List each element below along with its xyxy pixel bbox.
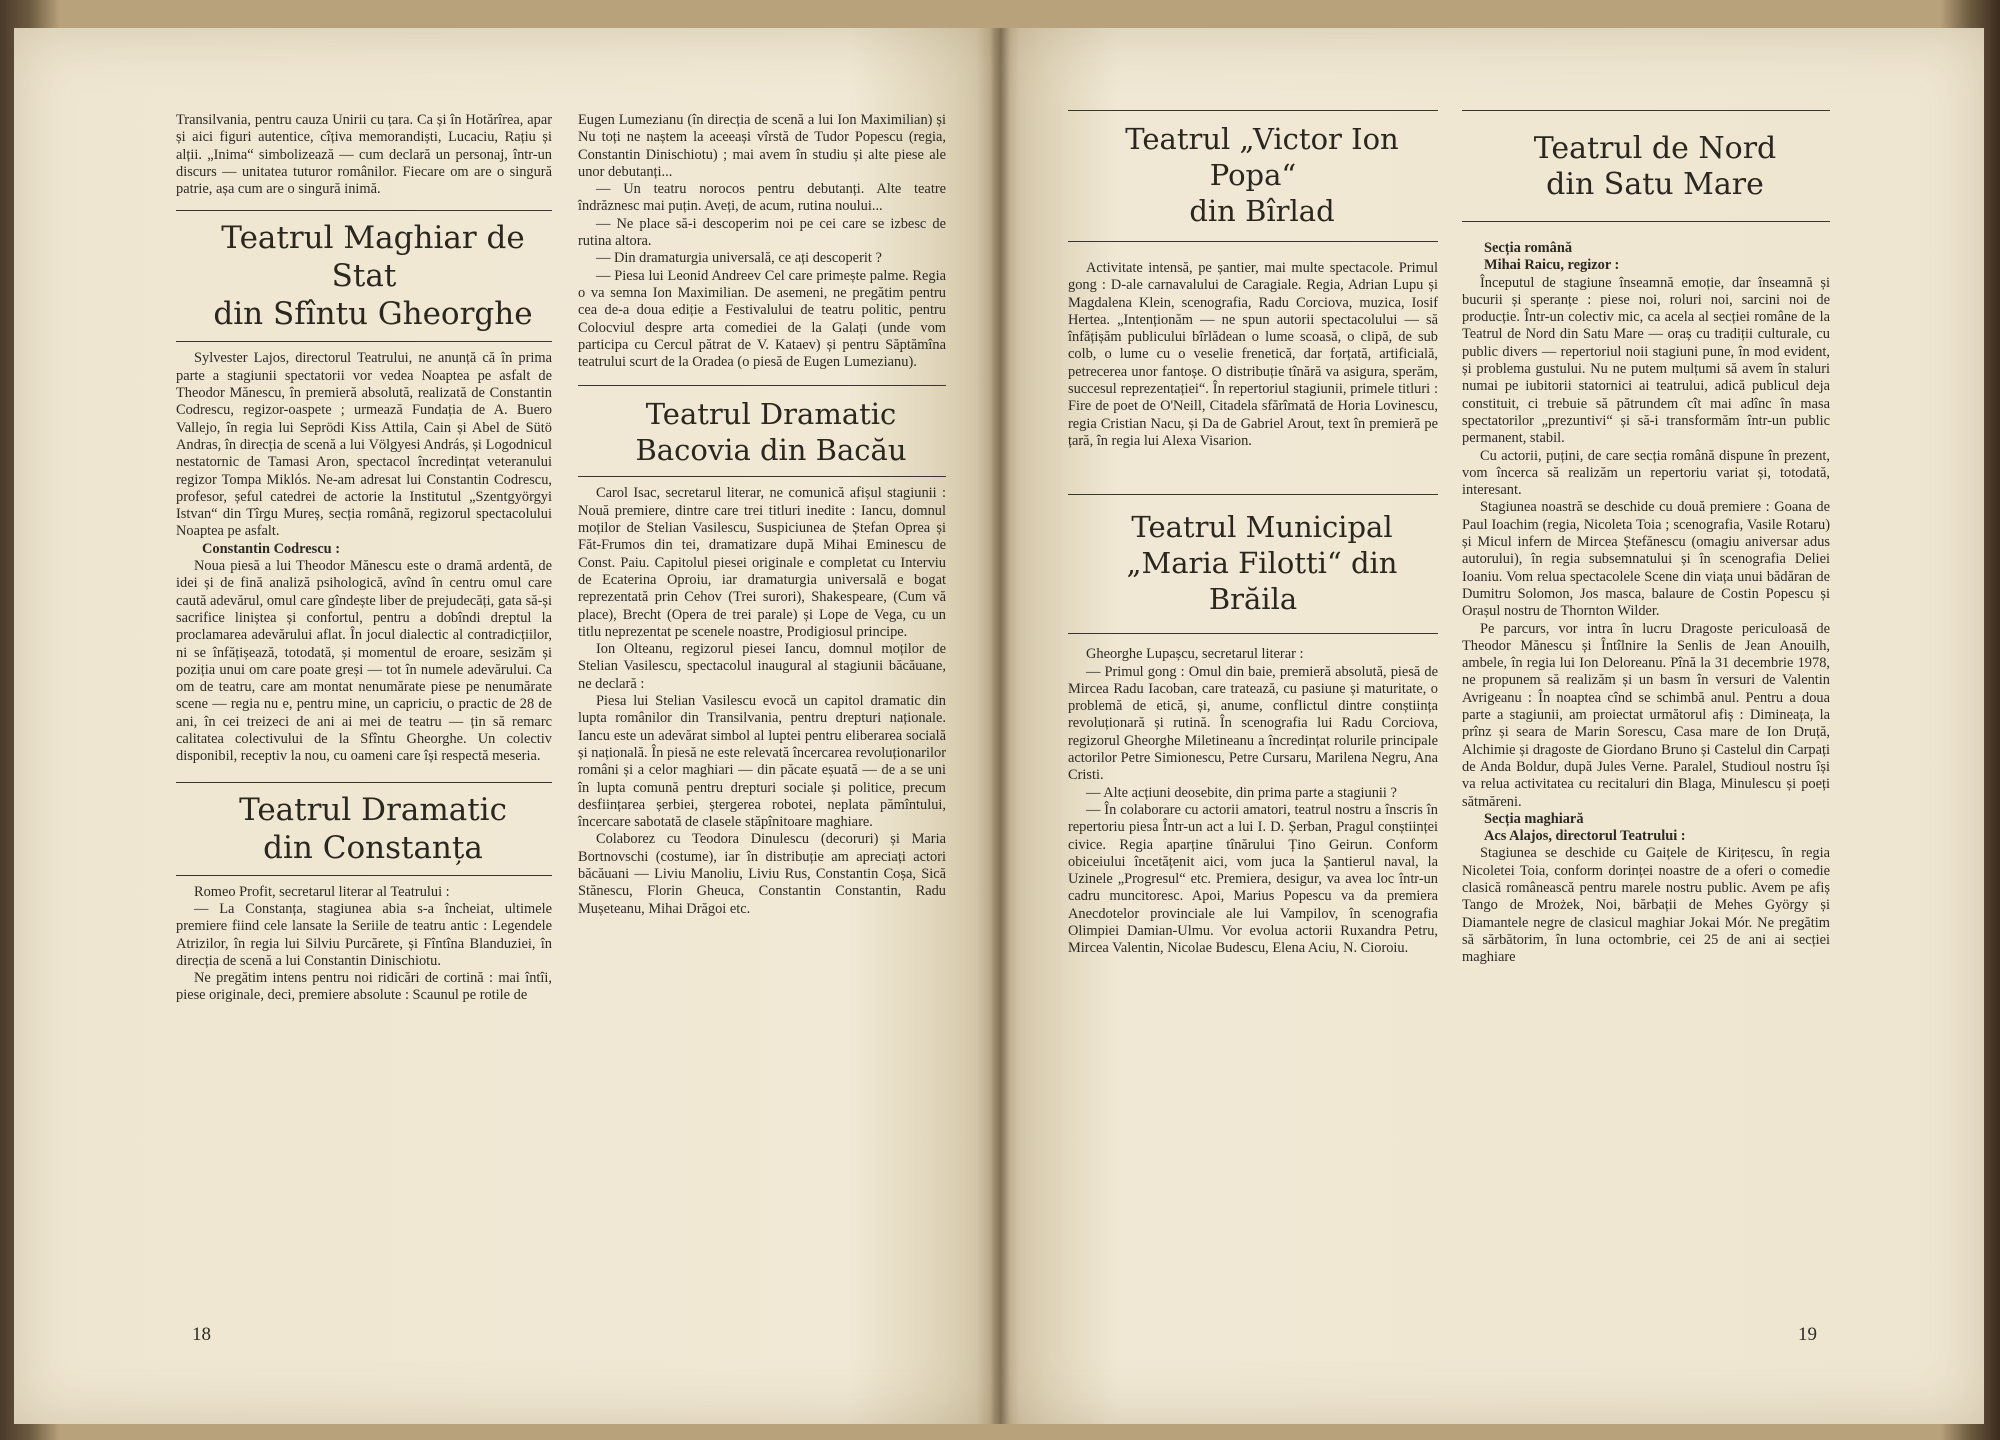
heading-line-2: din Bîrlad — [1189, 194, 1335, 228]
paragraph: Stagiunea se deschide cu Gaițele de Kirițescu, în regia Nicoletei Toia, conform dorinței noastre de a oferi o comedie clasică românească pentru marele nostru public. Avem pe afiș Tango de Mrożek, Noi, bărbații de Mehes György și Diamantele negre de clasicul maghiar Jokai Mór. Ne pregătim să sărbătorim, în luna octombrie, cei 25 de ani ai secției maghiare — [1462, 845, 1830, 966]
speaker-label: Mihai Raicu, regizor : — [1484, 257, 1620, 274]
section-heading — [578, 396, 946, 468]
section-rule — [1068, 633, 1438, 634]
heading-line-2: din Constanța — [263, 829, 483, 866]
paragraph: Colaborez cu Teodora Dinulescu (decoruri) și Maria Bortnovschi (costume), iar în distribuție am apreciați actori băcăuani — Liviu Manoliu, Liviu Rus, Constantin Coșa, Sică Stănescu, Florin Gheuca, Constantin Constantin, Radu Mușeteanu, Mihai Drăgoi etc. — [578, 831, 946, 917]
section-rule — [176, 210, 552, 211]
paragraph: Noua piesă a lui Theodor Mănescu este o dramă ardentă, de idei și de fină analiză psihologică, avînd în centru omul care caută adevărul, omul care gîndește liber de prejudecăți, gata să-și sacrifice liniștea și confortul, pentru a dobîndi dreptul la proclamarea adevărului aflat. În jocul dialectic al contradicțiilor, ni se înfățișează, totodată, și momentul de eroare, sesizăm și poziția unui om care poate greși — tot în numele adevărului. Ca om de teatru, care am montat nenumărate piese pe nenumărate scene — regia nu e, pentru mine, un capriciu, o practic de 28 de ani, în cei treizeci de ani ai mei de teatru — țin să remarc calitatea colectivului de la Sfîntu Gheorghe. Un colectiv disponibil, receptiv la nou, cu oameni care își respectă meseria. — [176, 558, 552, 765]
section-rule — [176, 782, 552, 783]
paragraph: Activitate intensă, pe șantier, mai multe spectacole. Primul gong : D-ale carnavalului de Caragiale. Regia, Adrian Lupu și Magdalena Klein, scenografia, Radu Corciova, muzica, Iosif Hertea. „Intenționăm — ne spun autorii spectacolului — să înfățișăm publicului bîrlădean o lume scoasă, o clipă, de sub colb, o lume cu o veselie frenetică, dar forțată, artificială, petrecerea unor fantoșe. O distribuție tînără va asigura, sperăm, succesul reprezentației“. În repertoriul stagiunii, primele titluri : Fire de poet de O'Neill, Citadela sfărîmată de Horia Lovinescu, regia Cristian Nacu, și Da de Gabriel Arout, text în premieră pe țară, în regia lui Alexa Visarion. — [1068, 260, 1438, 449]
section-heading — [1462, 131, 1830, 203]
section-rule — [176, 341, 552, 342]
left-column-1 — [176, 112, 552, 1005]
heading-line-2: Bacovia din Bacău — [635, 433, 907, 468]
paragraph: — Piesa lui Leonid Andreev Cel care primește palme. Regia o va semna Ion Maximilian. De asemeni, ne pregătim pentru cea de-a doua ediție a Festivalului de teatru politic, pentru Colocviul despre arta comediei de la Galați (unde vom participa cu Cercul pătrat de V. Kataev) și pentru Săptămîna teatrului scurt de la Oradea (o piesă de Eugen Lumezianu). — [578, 267, 946, 371]
section-rule — [1462, 110, 1830, 111]
paragraph: — Din dramaturgia universală, ce ați descoperit ? — [596, 250, 882, 267]
book-gutter — [990, 28, 1010, 1424]
paragraph: — În colaborare cu actorii amatori, teatrul nostru a înscris în repertoriu piesa Într-un act a lui I. D. Șerban, Pragul conștiinței civice. Regia aparține tînărului Țino Geirun. Conform obiceiului încetățenit aici, vom juca la Șantierul naval, la Uzinele „Progresul“ etc. Premiera, desigur, va avea loc într-un cadru muncitoresc. Apoi, Marius Popescu va da premiera Anecdotelor provinciale ale lui Vampilov, în scenografia Olimpiei Damian-Ulmu. Vor evolua actorii Ruxandra Petru, Mircea Valentin, Nicolae Budescu, Elena Aciu, N. Cioroiu. — [1068, 801, 1438, 957]
section-rule — [176, 875, 552, 876]
paragraph: — Un teatru norocos pentru debutanți. Alte teatre îndrăznesc mai puțin. Aveți, de acum, rutina noului... — [578, 181, 946, 215]
paragraph: Pe parcurs, vor intra în lucru Dragoste periculoasă de Theodor Mănescu și Întîlnire la Senlis de Jean Anouilh, ambele, în regia lui Ion Deloreanu. Pînă la 31 decembrie 1978, ne propunem să realizăm și un basm în versuri de Valentin Avrigeanu : În noaptea cînd se schimbă anul. Pentru a doua parte a stagiunii, am proiectat următorul afiș : Dimineața, la prînz și seara de Marin Sorescu, Casa mare de Ion Druță, Alchimie și dragoste de Giordano Bruno și Castelul din Carpați de Anda Boldur, după Jules Verne. Paralel, Studioul nostru își va relua activitatea cu recitaluri din Blaga, Minulescu și poeți sătmăreni. — [1462, 620, 1830, 810]
paragraph: — La Constanța, stagiunea abia s-a încheiat, ultimele premiere fiind cele lansate la Seriile de teatru antic : Legendele Atrizilor, în regia lui Silviu Purcărete, și Fîntîna Blanduziei, în direcția de scenă a lui Constantin Dinischiotu. — [176, 900, 552, 969]
heading-line-1: Teatrul Municipal — [1131, 510, 1393, 545]
speaker-label: Acs Alajos, directorul Teatrului : — [1484, 828, 1686, 845]
section-rule — [1462, 221, 1830, 222]
section-rule — [1068, 241, 1438, 242]
right-column-1 — [1068, 110, 1438, 958]
section-rule — [1068, 110, 1438, 111]
paragraph: Ne pregătim intens pentru noi ridicări de cortină : mai întîi, piese originale, deci, premiere absolute : Scaunul pe rotile de — [176, 970, 552, 1004]
paragraph: Ion Olteanu, regizorul piesei Iancu, domnul moților de Stelian Vasilescu, spectacolul inaugural al stagiunii băcăuane, ne declară : — [578, 641, 946, 692]
paragraph: Gheorghe Lupașcu, secretarul literar : — [1086, 646, 1304, 663]
paragraph: — Ne place să-i descoperim noi pe cei care se izbesc de rutina altora. — [578, 215, 946, 250]
heading-line-2: „Maria Filotti“ din Brăila — [1126, 546, 1398, 617]
paragraph: Stagiunea noastră se deschide cu două premiere : Goana de Paul Ioachim (regia, Nicoleta Toia ; scenografia, Vasile Rotaru) și Micul infern de Mircea Ștefănescu (omagiu aniversar adus autorului), în regia subsemnatului și în scenografia Deliei Ioaniu. Vom relua spectacolele Scene din viața unui bădăran de Dumitru Solomon, Jos masca, balaure de Costin Popescu și Orașul nostru de Thornton Wilder. — [1462, 499, 1830, 620]
heading-line-1: Teatrul Dramatic — [239, 791, 507, 828]
left-column-2 — [578, 112, 946, 918]
paragraph: Romeo Profit, secretarul literar al Teatrului : — [194, 883, 450, 900]
paragraph: Începutul de stagiune înseamnă emoție, dar înseamnă și bucurii și speranțe : piese noi, roluri noi, sarcini noi de producție. Într-un colectiv mic, ca acela al secției române de la Teatrul de Nord din Satu Mare — oraș cu tradiții culturale, cu public divers — repertoriul noii stagiuni pune, în mod evident, și problema gustului. Nu ne putem mulțumi să avem în staluri numai pe iubitorii statornici ai teatrului, adică publicul deja constituit, ci trebuie să pătrundem cît mai adînc în masa spectatorilor „prezuntivi“ și să-i transformăm într-un public permanent, stabil. — [1462, 274, 1830, 447]
paragraph: Carol Isac, secretarul literar, ne comunică afișul stagiunii : Nouă premiere, dintre care trei titluri inedite : Iancu, domnul moților de Stelian Vasilescu, Suspiciunea de Ștefan Oprea și Făt-Frumos din tei, dramatizare după Mihai Eminescu de Const. Paiu. Capitolul piesei originale e completat cu Interviu de Ecaterina Oproiu, iar dramaturgia universală e bogat reprezentată prin Cehov (Trei surori), Shakespeare, (Cum vă place), Brecht (Opera de trei parale) și Lope de Vega, cu un titlu neprezentat pe scenele noastre, Prodigiosul principe. — [578, 485, 946, 640]
article-continuation: Transilvania, pentru cauza Unirii cu țara. Ca și în Hotărîrea, apar și aici figuri autentice, cîțiva memorandiști, Lucaciu, Rațiu și alții. „Inima“ simbolizează — cum declară un personaj, într-un discurs — unitatea tuturor românilor. Fiecare om are o singură patrie, așa cum are o singură inimă. — [176, 112, 552, 198]
section-rule — [578, 385, 946, 386]
paragraph: Piesa lui Stelian Vasilescu evocă un capitol dramatic din lupta românilor din Transilvania, pentru drepturi naționale. Iancu este un adevărat simbol al luptei pentru eliberarea socială și națională. În piesă ne este relevată încercarea revoluționarilor români și a celor maghiari — din păcate eșuată — de a se uni în lupta comună pentru drepturi sociale și politice, precum desființarea șerbiei, ștergerea robotei, neplata pămîntului, încercare sabotată de clasele stăpînitoare maghiare. — [578, 693, 946, 831]
paragraph: Eugen Lumezianu (în direcția de scenă a lui Ion Maximilian) și Nu toți ne naștem la aceeași vîrstă de Tudor Popescu (regia, Constantin Dinischiotu) ; mai avem în studiu și alte piese ale unor debutanți... — [578, 112, 946, 180]
right-column-2 — [1462, 110, 1830, 966]
paragraph: Sylvester Lajos, directorul Teatrului, ne anunță că în prima parte a stagiunii spectatorii vor vedea Noaptea pe asfalt de Theodor Mănescu, în premieră absolută, realizată de Constantin Codrescu, regizor-oaspete ; urmează Fundația de A. Buero Vallejo, în regia lui Seprödi Kiss Attila, Cain și Abel de Sütö Andras, în direcția de scenă a lui Völgyesi András, și Logodnicul nestatornic de Tamasi Aron, spectacol încredințat veteranului regizor Tompa Miklós. Ne-am adresat lui Constantin Codrescu, profesor, șeful catedrei de actorie la Institutul „Szentgyörgyi Istvan“ din Tîrgu Mureș, secția română, regizorul spectacolului Noaptea pe asfalt. — [176, 350, 552, 540]
paragraph: — Primul gong : Omul din baie, premieră absolută, piesă de Mircea Radu Iacoban, care tratează, cu pasiune și maturitate, o problemă de etică, și, anume, conflictul dintre conștiința revoluționară și rutină. În scenografia lui Radu Corciova, regizorul Gheorghe Miletineanu a încredințat rolurile principale actorilor Petre Simionescu, Petre Cursaru, Marilena Negru, Ana Cristi. — [1068, 663, 1438, 784]
heading-line-1: Teatrul de Nord — [1533, 131, 1777, 166]
section-heading — [176, 219, 552, 333]
paragraph: — Alte acțiuni deosebite, din prima parte a stagiunii ? — [1086, 784, 1397, 801]
speaker-label: Constantin Codrescu : — [202, 540, 341, 557]
paragraph: Cu actorii, puțini, de care secția română dispune în prezent, vom încerca să realizăm un repertoriu variat și, totodată, interesant. — [1462, 447, 1830, 499]
heading-line-1: Teatrul „Victor Ion Popa“ — [1125, 122, 1399, 192]
heading-line-1: Teatrul Maghiar de Stat — [221, 220, 525, 295]
section-heading — [1068, 121, 1438, 229]
section-label: Secția maghiară — [1484, 810, 1584, 827]
section-rule — [578, 476, 946, 477]
section-rule — [1068, 494, 1438, 495]
heading-line-1: Teatrul Dramatic — [645, 397, 897, 432]
section-heading — [176, 791, 552, 867]
page-number-right: 19 — [1798, 1324, 1817, 1345]
heading-line-2: din Sfîntu Gheorghe — [213, 296, 533, 333]
section-label: Secția română — [1484, 240, 1573, 256]
section-heading — [1068, 509, 1438, 617]
heading-line-2: din Satu Mare — [1546, 167, 1764, 202]
page-number-left: 18 — [192, 1324, 211, 1345]
